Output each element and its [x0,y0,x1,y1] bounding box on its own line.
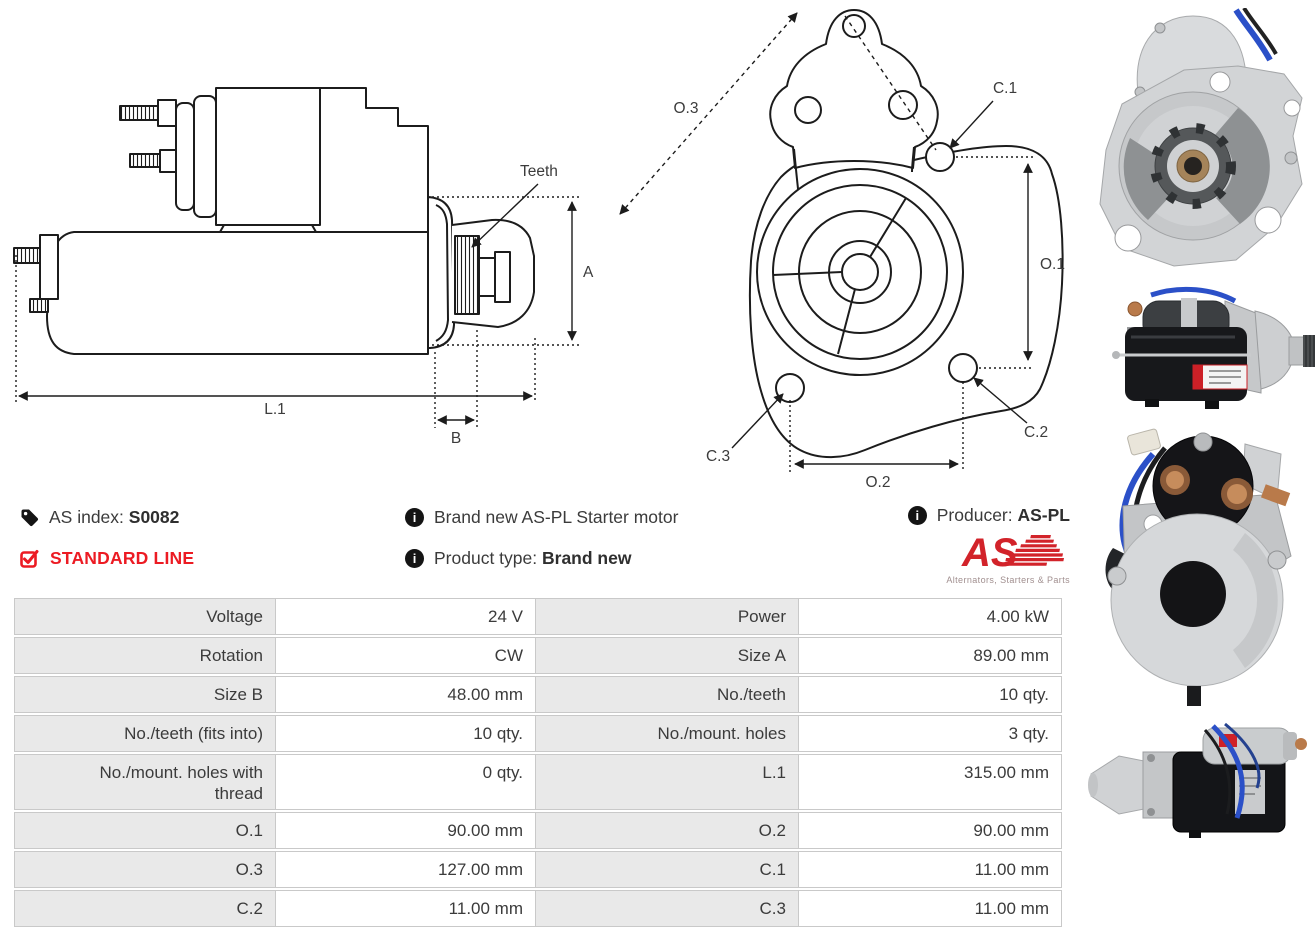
producer-text: Producer: AS-PL [936,505,1070,525]
as-pl-logo [920,530,1070,585]
product-photo-side[interactable] [1085,285,1316,413]
spec-label: L.1 [535,754,799,810]
spec-label: Size B [14,676,276,713]
teeth-dim-label: Teeth [520,163,558,180]
spec-value: 11.00 mm [798,890,1062,927]
spec-label: Power [535,598,799,635]
spec-value: CW [275,637,536,674]
spec-label: C.1 [535,851,799,888]
brand-new-text: Brand new AS-PL Starter motor [434,507,679,527]
size-a-dim-label: A [583,264,594,281]
pinion-gear [455,236,479,314]
spec-value: 11.00 mm [798,851,1062,888]
product-type-value: Brand new [542,548,632,568]
solenoid-outline [216,88,320,225]
spec-value: 48.00 mm [275,676,536,713]
spec-label: O.1 [14,812,276,849]
o1-dim-label: O.1 [1040,256,1065,273]
spec-value: 127.00 mm [275,851,536,888]
info-icon: i [405,508,424,527]
product-photo-front[interactable] [1088,8,1313,280]
c2-dim-label: C.2 [1023,424,1049,441]
table-row [14,890,1065,927]
o2-dim-label: O.2 [865,474,891,491]
front-view-drawing [598,0,1088,495]
table-row [14,754,1065,810]
info-icon: i [908,506,927,525]
spec-value: 90.00 mm [798,812,1062,849]
product-type-text: Product type: Brand new [434,548,632,568]
o3-dim-label: O.3 [673,100,699,117]
table-row [14,851,1065,888]
spec-value: 315.00 mm [798,754,1062,810]
table-row [14,812,1065,849]
tag-icon [20,508,39,527]
spec-label: C.3 [535,890,799,927]
table-row [14,715,1065,752]
spec-label: O.2 [535,812,799,849]
spec-label: C.2 [14,890,276,927]
spec-label: Voltage [14,598,276,635]
spec-label: No./mount. holes with thread [14,754,276,810]
spec-label: O.3 [14,851,276,888]
side-view-drawing [0,0,610,478]
spec-label: No./teeth (fits into) [14,715,276,752]
spec-value: 90.00 mm [275,812,536,849]
spec-value: 10 qty. [798,676,1062,713]
as-logo-text: AS [962,531,1018,572]
spec-label: No./teeth [535,676,799,713]
product-photo-side-2[interactable] [1085,722,1316,847]
standard-line-row [20,548,194,569]
producer-value: AS-PL [1017,505,1070,525]
info-icon: i [405,549,424,568]
as-index-value: S0082 [128,507,180,527]
producer-block [908,505,1070,588]
brand-new-row [405,507,678,528]
standard-line-badge: STANDARD LINE [50,548,195,568]
c1-dim-label: C.1 [992,80,1018,97]
spec-table [14,598,1065,929]
producer-row [908,505,1070,526]
spec-value: 0 qty. [275,754,536,810]
c3-dim-label: C.3 [705,448,731,465]
as-index-label: AS index: S0082 [49,507,180,527]
spec-label: Size A [535,637,799,674]
table-row [14,598,1065,635]
table-row [14,676,1065,713]
hole-c2 [949,354,977,382]
motor-body-outline [47,232,428,354]
checkbox-checked-icon [20,549,40,568]
spec-label: Rotation [14,637,276,674]
spec-value: 10 qty. [275,715,536,752]
table-row [14,637,1065,674]
spec-label: No./mount. holes [535,715,799,752]
spec-value: 3 qty. [798,715,1062,752]
product-type-row [405,548,631,569]
as-logo-tagline: Alternators, Starters & Parts [946,575,1070,585]
l1-dim-label: L.1 [264,401,286,418]
spec-value: 89.00 mm [798,637,1062,674]
spec-value: 24 V [275,598,536,635]
product-photo-column [1082,0,1316,936]
spec-value: 4.00 kW [798,598,1062,635]
spec-value: 11.00 mm [275,890,536,927]
size-b-dim-label: B [450,430,462,447]
product-photo-rear[interactable] [1095,428,1300,708]
as-index-row [20,507,179,528]
